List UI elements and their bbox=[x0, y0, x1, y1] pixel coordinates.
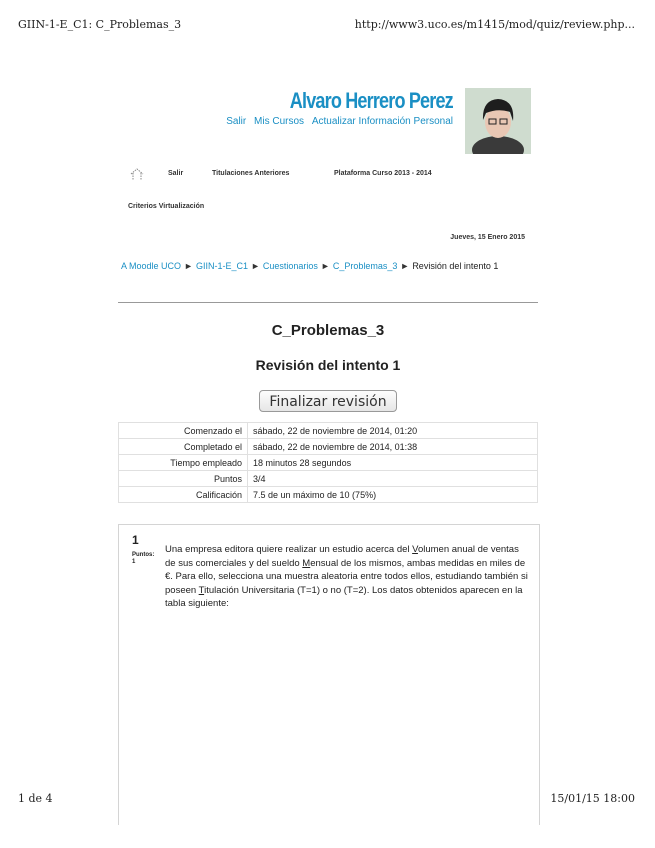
nav-logout[interactable]: Salir bbox=[168, 170, 184, 177]
breadcrumb bbox=[121, 260, 531, 272]
nav-previous-degrees[interactable]: Titulaciones Anteriores bbox=[212, 170, 290, 177]
breadcrumb-separator: ► bbox=[250, 261, 260, 271]
summary-value-grade: 7.5 de un máximo de 10 (75%) bbox=[248, 487, 538, 503]
avatar-photo bbox=[465, 88, 531, 154]
summary-label-points: Puntos bbox=[119, 471, 248, 487]
table-row bbox=[119, 439, 538, 455]
summary-label-completed: Completado el bbox=[119, 439, 248, 455]
question-text bbox=[165, 543, 531, 611]
summary-value-points: 3/4 bbox=[248, 471, 538, 487]
breadcrumb-separator: ► bbox=[320, 261, 330, 271]
breadcrumb-moodle-uco[interactable]: A Moodle UCO bbox=[121, 261, 182, 271]
breadcrumb-separator: ► bbox=[184, 261, 193, 271]
table-row bbox=[119, 487, 538, 503]
current-date: Jueves, 15 Enero 2015 bbox=[450, 234, 525, 241]
print-page-url: http://www3.uco.es/m1415/mod/quiz/review.php... bbox=[354, 18, 635, 31]
summary-label-time: Tiempo empleado bbox=[119, 455, 248, 471]
breadcrumb-separator: ► bbox=[400, 261, 410, 271]
home-icon[interactable] bbox=[130, 167, 144, 186]
summary-value-completed: sábado, 22 de noviembre de 2014, 01:38 bbox=[248, 439, 538, 455]
page-subtitle: Revisión del intento 1 bbox=[255, 357, 401, 373]
table-row bbox=[119, 455, 538, 471]
logout-link[interactable]: Salir bbox=[226, 116, 247, 127]
user-name[interactable]: Alvaro Herrero Perez bbox=[289, 88, 453, 113]
print-page-number: 1 de 4 bbox=[18, 792, 53, 805]
print-datetime: 15/01/15 18:00 bbox=[550, 792, 635, 805]
summary-value-started: sábado, 22 de noviembre de 2014, 01:20 bbox=[248, 423, 538, 439]
print-page-title: GIIN-1-E_C1: C_Problemas_3 bbox=[18, 18, 182, 31]
nav-platform-2013-2014[interactable]: Plataforma Curso 2013 - 2014 bbox=[334, 170, 432, 177]
page-title: C_Problemas_3 bbox=[271, 322, 385, 339]
my-courses-link[interactable]: Mis Cursos bbox=[254, 116, 305, 127]
summary-label-started: Comenzado el bbox=[119, 423, 248, 439]
question-text-underlined: T bbox=[198, 584, 205, 596]
attempt-summary-table bbox=[118, 422, 538, 503]
breadcrumb-current: Revisión del intento 1 bbox=[412, 261, 499, 271]
breadcrumb-quizzes[interactable]: Cuestionarios bbox=[262, 261, 318, 271]
summary-value-time: 18 minutos 28 segundos bbox=[248, 455, 538, 471]
user-links bbox=[221, 116, 453, 127]
question-text-part: olumen anual de ventas de sus comerciales y del sueldo bbox=[165, 544, 519, 569]
question-points-value: 1 bbox=[132, 559, 136, 565]
question-points bbox=[132, 552, 154, 566]
breadcrumb-course[interactable]: GIIN-1-E_C1 bbox=[195, 261, 248, 271]
question-points-label: Puntos: bbox=[132, 552, 155, 558]
table-row bbox=[119, 423, 538, 439]
update-profile-link[interactable]: Actualizar Información Personal bbox=[311, 116, 453, 127]
question-text-part: ensual de los mismos, ambas medidas en miles de €. Para ello, selecciona una muestra aleatoria entre todos ellos, estudiando también si poseen bbox=[165, 557, 528, 596]
summary-label-grade: Calificación bbox=[119, 487, 248, 503]
question-number: 1 bbox=[132, 533, 139, 547]
avatar[interactable] bbox=[465, 88, 531, 154]
table-row bbox=[119, 471, 538, 487]
nav-virtualization-criteria[interactable]: Criterios Virtualización bbox=[128, 203, 205, 210]
question-text-underlined: V bbox=[412, 544, 418, 555]
breadcrumb-quiz[interactable]: C_Problemas_3 bbox=[332, 261, 398, 271]
finish-review-button[interactable]: Finalizar revisión bbox=[259, 390, 397, 412]
question-box bbox=[118, 524, 540, 825]
question-text-underlined: M bbox=[302, 557, 311, 569]
question-text-part: itulación Universitaria (T=1) o no (T=2). Los datos obtenidos aparecen en la tabla siguiente: bbox=[165, 584, 523, 610]
question-text-part: Una empresa editora quiere realizar un estudio acerca del bbox=[165, 544, 413, 555]
divider bbox=[118, 302, 538, 303]
